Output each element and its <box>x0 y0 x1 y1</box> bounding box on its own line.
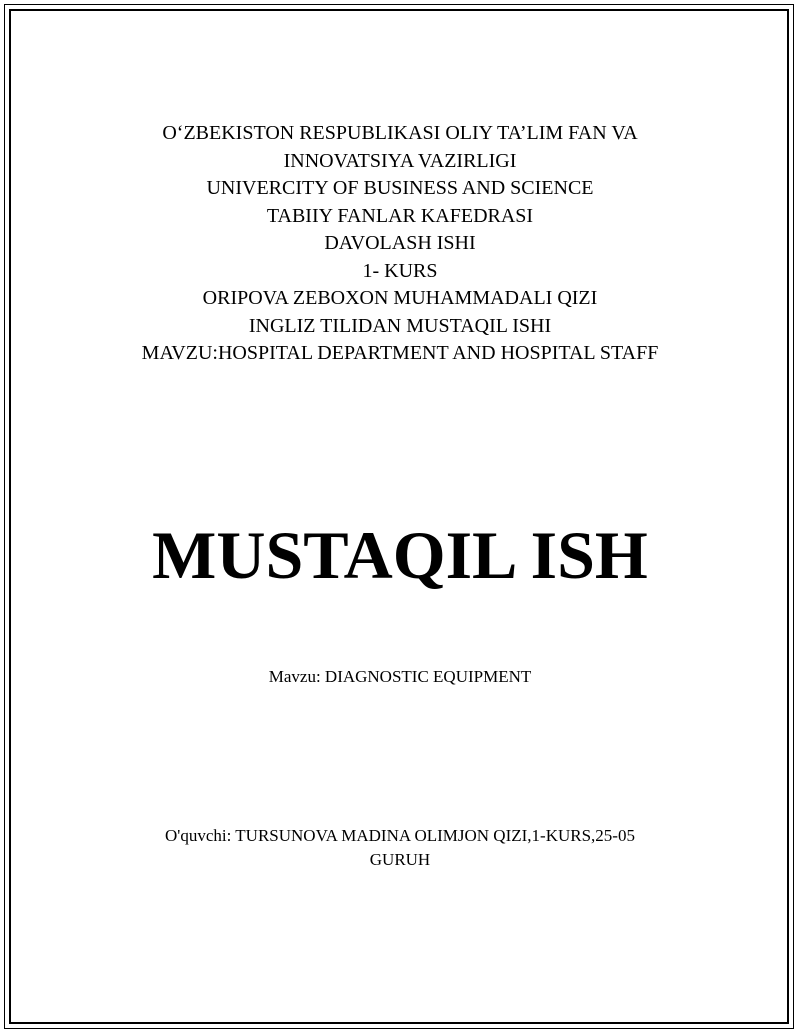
header-line-author: ORIPOVA ZEBOXON MUHAMMADALI QIZI <box>202 287 598 309</box>
header-line-course: 1- KURS <box>362 259 438 282</box>
header-line-faculty: DAVOLASH ISHI <box>324 232 476 254</box>
header-line-subject: INGLIZ TILIDAN MUSTAQIL ISHI <box>248 314 552 337</box>
header-line-university: UNIVERCITY OF BUSINESS AND SCIENCE <box>206 177 594 199</box>
header-line-ministry-1: O‘ZBEKISTON RESPUBLIKASI OLIY TA’LIM FAN VA <box>162 122 638 144</box>
title-page-header <box>0 120 800 368</box>
topic-line: Mavzu: DIAGNOSTIC EQUIPMENT <box>268 667 532 686</box>
student-line-1: O'quvchi: TURSUNOVA MADINA OLIMJON QIZI,1-KURS,25-05 <box>165 826 635 845</box>
document-title: MUSTAQIL ISH <box>152 517 648 593</box>
header-line-theme: MAVZU:HOSPITAL DEPARTMENT AND HOSPITAL STAFF <box>141 342 659 364</box>
header-line-department: TABIIY FANLAR KAFEDRASI <box>266 204 534 227</box>
student-info <box>0 824 800 872</box>
student-line-2: GURUH <box>369 850 431 869</box>
header-line-ministry-2: INNOVATSIYA VAZIRLIGI <box>283 149 517 172</box>
